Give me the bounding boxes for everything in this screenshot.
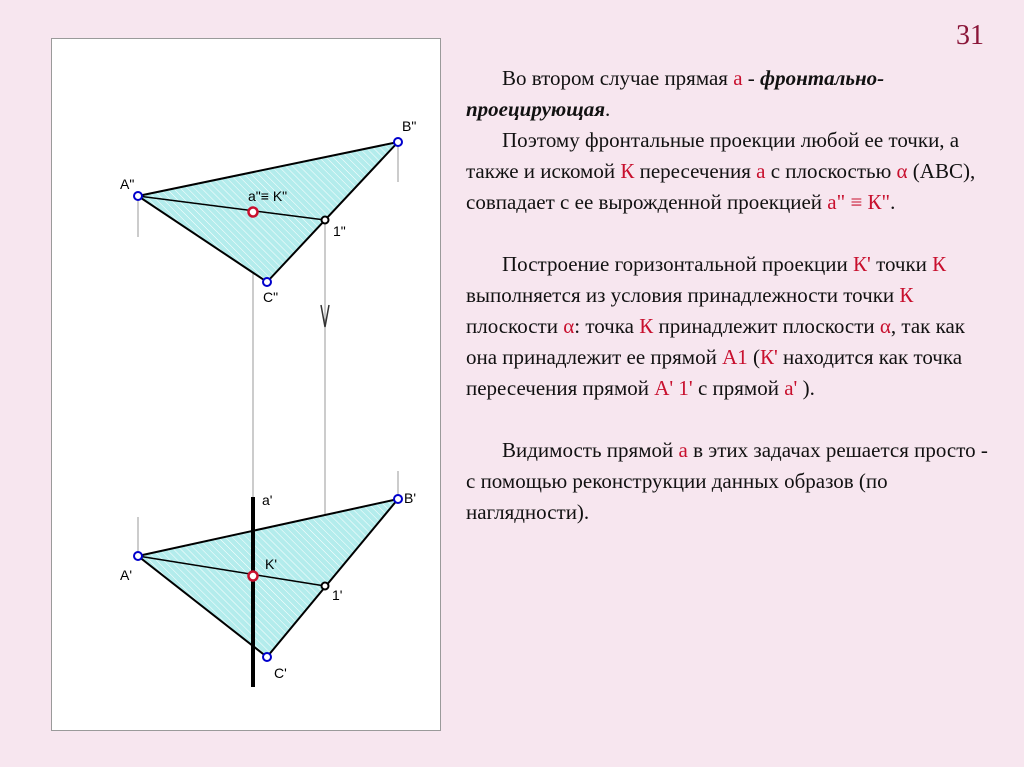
point-aK-frontal [249, 208, 258, 217]
point-C-frontal [263, 278, 271, 286]
text-panel [466, 63, 996, 559]
label-A-horizontal: A' [120, 567, 133, 583]
label-a-horizontal: a' [262, 492, 273, 508]
label-1-frontal: 1" [333, 223, 346, 239]
point-B-frontal [394, 138, 402, 146]
label-K-horizontal: K' [265, 556, 278, 572]
point-1-frontal [322, 217, 329, 224]
projection-diagram [52, 39, 440, 730]
label-1-horizontal: 1' [332, 587, 343, 603]
point-A-frontal [134, 192, 142, 200]
label-B-frontal: B" [402, 118, 417, 134]
label-aK-frontal: a"≡ K" [248, 188, 288, 204]
paragraph-4: Видимость прямой а в этих задачах решается просто - с помощью реконструкции данных образов (по наглядности). [466, 438, 988, 524]
label-C-frontal: C" [263, 289, 279, 305]
label-B-horizontal: B' [404, 490, 417, 506]
point-1-horizontal [322, 583, 329, 590]
paragraph-2: Поэтому фронтальные проекции любой ее точки, а также и искомой К пересечения а с плоскостью α (АВС), совпадает с ее вырожденной проекцией а" ≡ К". [466, 128, 976, 214]
point-C-horizontal [263, 653, 271, 661]
point-A-horizontal [134, 552, 142, 560]
horizontal-triangle-plane [138, 499, 398, 657]
drawing-panel [51, 38, 441, 731]
point-B-horizontal [394, 495, 402, 503]
point-K-horizontal [249, 572, 258, 581]
paragraph-1: Во втором случае прямая а - фронтально-проецирующая. [466, 66, 885, 121]
slide-number: 31 [956, 20, 984, 51]
label-C-horizontal: C' [274, 665, 287, 681]
label-A-frontal: A" [120, 176, 135, 192]
paragraph-3: Построение горизонтальной проекции К' точки К выполняется из условия принадлежности точки К плоскости α: точка К принадлежит плоскости α, так как она принадлежит ее прямой А1 (К' находится как точка пересечения прямой А' 1' с прямой а' ). [466, 252, 966, 400]
